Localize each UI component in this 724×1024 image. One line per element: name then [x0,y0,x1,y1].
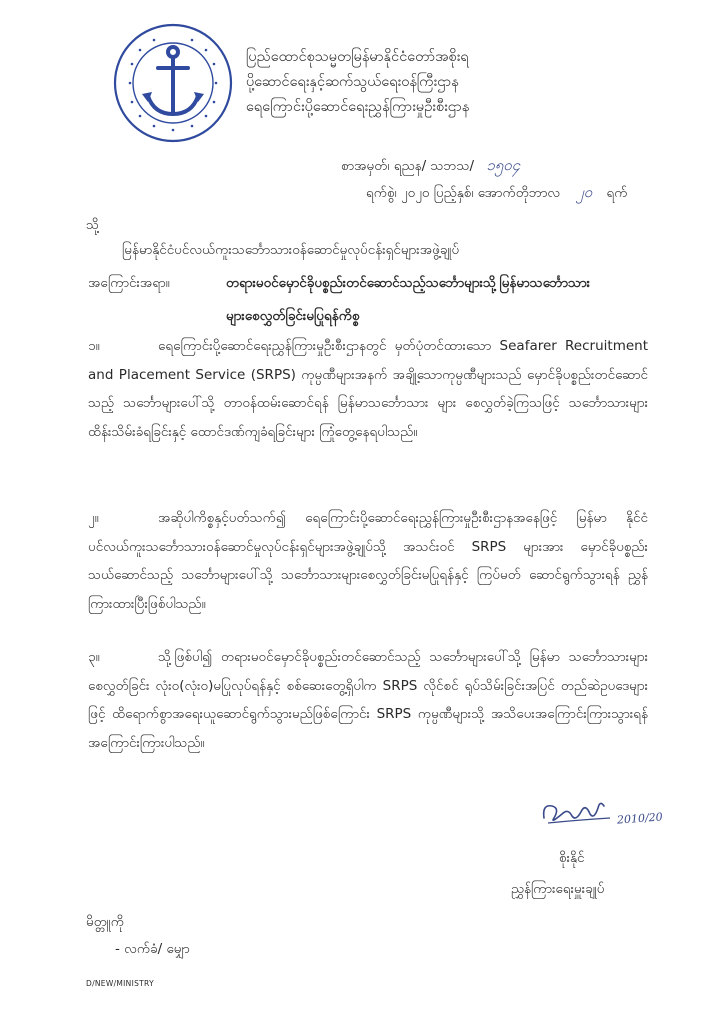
letter-number-value: ၁၅၀၄ [486,156,521,174]
paragraph-1-text: ရေကြောင်းပို့ဆောင်ရေးညွှန်ကြားမှုဦးစီးဌာနတွင် မှတ်ပုံတင်ထားသော Seafarer Recruitment and Placement Service (SRPS) ကုမ္ပဏီများအနက် အချို့သောကုမ္ပဏီများသည် မှောင်ခိုပစ္စည်းတင်ဆောင်သည့် သင်္ဘောများပေါ်သို့ တာဝန်ထမ်းဆောင်ရန် မြန်မာသင်္ဘောသား များ စေလွှတ်ခဲ့ကြသဖြင့် သင်္ဘောသားများ ထိန်းသိမ်းခံရခြင်းနှင့် ထောင်ဒဏ်ကျခံရခြင်းများ ကြုံတွေ့နေရပါသည်။ [88,338,648,440]
paragraph-1-number: ၁။ [88,338,100,354]
subject-label: အကြောင်းအရာ။ [88,275,170,291]
copy-to-label: မိတ္တူကို [86,914,124,930]
letter-date-day: ၂၀ [576,183,593,201]
signature-date: 2010/20 [616,810,664,827]
header-government: ပြည်ထောင်စုသမ္မတမြန်မာနိုင်ငံတော်အစိုးရ [246,49,469,65]
subject-line-1: တရားမဝင်မှောင်ခိုပစ္စည်းတင်ဆောင်သည့်သင်္ဘောများသို့မြန်မာသင်္ဘောသား [226,275,591,291]
paragraph-2-text: အဆိုပါကိစ္စနှင့်ပတ်သက်၍ ရေကြောင်းပို့ဆောင်ရေးညွှန်ကြားမှုဦးစီးဌာနအနေဖြင့် မြန်မာ နိုင်ငံ ပင်လယ်ကူးသင်္ဘောသားဝန်ဆောင်မှုလုပ်ငန်းရှင်များအဖွဲ့ချုပ်သို့ အသင်းဝင် SRPS များအား မှောင်ခိုပစ္စည်းသယ်ဆောင်သည့် သင်္ဘောများပေါ်သို့ သင်္ဘောသားများစေလွှတ်ခြင်းမပြုရန်နှင့် ကြပ်မတ် ဆောင်ရွက်သွားရန် ညွှန်ကြားထားပြီးဖြစ်ပါသည်။ [88,510,648,612]
letter-date [366,183,627,205]
paragraph-2 [88,504,648,618]
department-seal [112,22,234,144]
signatory-name: စိုးနိုင် [559,850,585,866]
handwritten-signature [538,796,618,830]
header-ministry: ပို့ဆောင်ရေးနှင့်ဆက်သွယ်ရေးဝန်ကြီးဌာန [246,74,459,90]
header-department: ရေကြောင်းပို့ဆောင်ရေးညွှန်ကြားမှုဦးစီးဌာန [246,99,470,115]
to-label: သို့ [86,217,100,233]
subject-line-2: များစေလွှတ်ခြင်းမပြုရန်ကိစ္စ [226,308,360,324]
paragraph-3 [88,643,648,757]
letter-date-suffix: ရက် [606,185,628,201]
letter-date-prefix: ရက်စွဲ၊ ၂၀၂၀ ပြည့်နှစ်၊ အောက်တိုဘာလ [366,185,561,201]
footer-code: D/NEW/MINISTRY [86,979,154,988]
letter-number-label: စာအမှတ်၊ ရညန/ သဘသ/ [341,158,475,174]
recipient: မြန်မာနိုင်ငံပင်လယ်ကူးသင်္ဘောသားဝန်ဆောင်မှုလုပ်ငန်းရှင်များအဖွဲ့ချုပ် [122,242,460,258]
paragraph-1 [88,332,648,446]
paragraph-3-text: သို့ဖြစ်ပါ၍ တရားမဝင်မှောင်ခိုပစ္စည်းတင်ဆောင်သည့် သင်္ဘောများပေါ်သို့ မြန်မာ သင်္ဘောသားများစေလွှတ်ခြင်း လုံးဝ(လုံးဝ)မပြုလုပ်ရန်နှင့် စစ်ဆေးတွေ့ရှိပါက SRPS လိုင်စင် ရုပ်သိမ်းခြင်းအပြင် တည်ဆဲဥပဒေများဖြင့် ထိရောက်စွာအရေးယူဆောင်ရွက်သွားမည်ဖြစ်ကြောင်း SRPS ကုမ္ပဏီများသို့ အသိပေးအကြောင်းကြားသွားရန် အကြောင်းကြားပါသည်။ [88,649,648,751]
letter-number [341,156,520,178]
paragraph-2-number: ၂။ [88,510,99,526]
copy-to-item: - လက်ခံ/ မျှော [115,941,190,957]
signatory-title: ညွှန်ကြားရေးမှူးချုပ် [511,881,605,897]
paragraph-3-number: ၃။ [88,649,100,665]
